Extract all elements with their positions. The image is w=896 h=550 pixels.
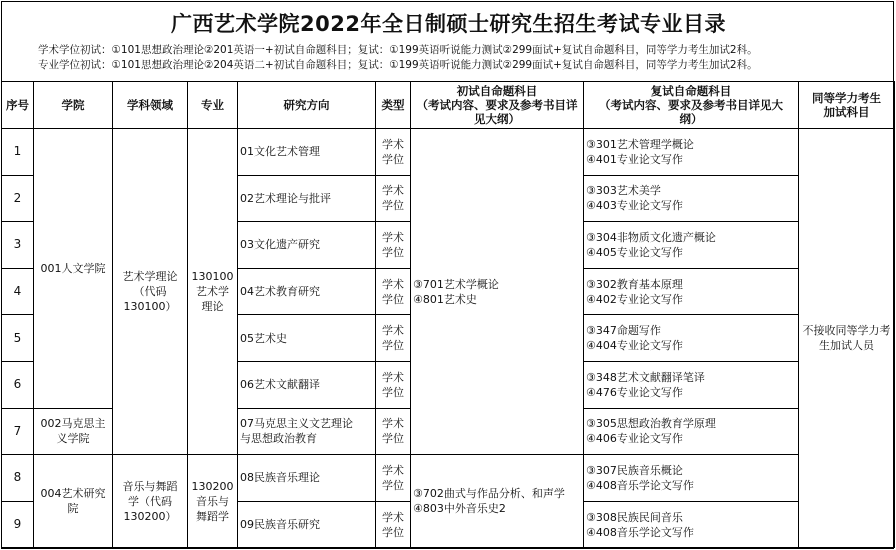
retest-line-2: ④402专业论文写作 [586, 292, 683, 306]
type-line-1: 学术 [382, 510, 404, 524]
header-retest-subjects [584, 82, 799, 129]
header-field: 学科领域 [113, 82, 188, 129]
retest-line-2: ④401专业论文写作 [586, 152, 683, 166]
major-line-2: 艺术学 [196, 285, 229, 299]
type-cell [376, 222, 411, 269]
type-line-2: 学位 [382, 339, 404, 353]
retest-subjects-cell [584, 315, 799, 362]
retest-subjects-cell [584, 408, 799, 455]
header-initial-line-1: 初试自命题科目 [456, 84, 538, 98]
type-cell [376, 408, 411, 455]
college-cell: 001人文学院 [34, 129, 113, 409]
direction-line-2: 与思想政治教育 [240, 432, 317, 446]
row-number: 4 [2, 268, 34, 315]
direction-cell: 02艺术理论与批评 [238, 175, 376, 222]
field-line-2: 学（代码 [128, 494, 172, 508]
type-cell [376, 129, 411, 176]
row-number: 6 [2, 361, 34, 408]
field-cell [113, 455, 188, 548]
page-title: 广西艺术学院2022年全日制硕士研究生招生考试专业目录 [171, 12, 726, 36]
field-cell [113, 129, 188, 455]
header-retest-line-2: （考试内容、要求及参考书目详见大 [599, 98, 783, 112]
header-retest-line-1: 复试自命题科目 [650, 84, 732, 98]
retest-line-1: ③303艺术美学 [586, 184, 661, 198]
retest-subjects-cell [584, 175, 799, 222]
direction-cell: 03文化遗产研究 [238, 222, 376, 269]
field-line-2: （代码 [133, 285, 167, 299]
direction-line-1: 07马克思主义文艺理论 [240, 417, 353, 431]
direction-cell: 09民族音乐研究 [238, 501, 376, 548]
type-line-2: 学位 [382, 292, 404, 306]
initial-subjects-cell [411, 129, 584, 455]
retest-subjects-cell [584, 501, 799, 548]
direction-cell: 05艺术史 [238, 315, 376, 362]
major-line-2: 音乐与 [196, 494, 229, 508]
type-line-1: 学术 [382, 324, 404, 338]
retest-line-1: ③301艺术管理学概论 [586, 137, 694, 151]
type-line-2: 学位 [382, 478, 404, 492]
retest-line-2: ④403专业论文写作 [586, 199, 683, 213]
type-line-2: 学位 [382, 525, 404, 539]
retest-line-2: ④408音乐学论文写作 [586, 525, 694, 539]
type-line-1: 学术 [382, 463, 404, 477]
retest-line-1: ③305思想政治教育学原理 [586, 417, 716, 431]
retest-line-2: ④405专业论文写作 [586, 245, 683, 259]
type-line-1: 学术 [382, 417, 404, 431]
row-number: 8 [2, 455, 34, 502]
header-initial-subjects [411, 82, 584, 129]
major-line-1: 130200 [191, 479, 234, 493]
table-row [2, 129, 895, 176]
table-row [2, 455, 895, 502]
row-number: 5 [2, 315, 34, 362]
college-cell [34, 455, 113, 548]
retest-line-2: ④404专业论文写作 [586, 339, 683, 353]
professional-degree-note: 专业学位初试：①101思想政治理论②204英语二+初试自命题科目；复试：①199英语听说能力测试②299面试+复试自命题科目，同等学力考生加试2科。 [38, 59, 758, 71]
type-cell [376, 175, 411, 222]
initial-subjects-cell [411, 455, 584, 548]
initial-line-2: ④801艺术史 [413, 292, 477, 306]
type-line-1: 学术 [382, 230, 404, 244]
header-direction: 研究方向 [238, 82, 376, 129]
college-line-1: 004艺术研究 [40, 487, 106, 501]
row-number: 1 [2, 129, 34, 176]
major-cell [188, 129, 238, 455]
type-line-2: 学位 [382, 432, 404, 446]
initial-line-2: ④803中外音乐史2 [413, 502, 506, 516]
retest-line-2: ④408音乐学论文写作 [586, 478, 694, 492]
equivalent-subjects-cell: 不接收同等学力考生加试人员 [799, 129, 895, 548]
college-line-1: 002马克思主 [40, 417, 106, 431]
field-line-3: 130100） [123, 300, 177, 314]
direction-cell: 04艺术教育研究 [238, 268, 376, 315]
header-equiv-line-1: 同等学力考生 [812, 91, 881, 105]
type-line-2: 学位 [382, 385, 404, 399]
retest-subjects-cell [584, 455, 799, 502]
row-number: 9 [2, 501, 34, 548]
header-no: 序号 [2, 82, 34, 129]
retest-line-1: ③307民族音乐概论 [586, 463, 683, 477]
header-major: 专业 [188, 82, 238, 129]
row-number: 2 [2, 175, 34, 222]
retest-line-2: ④406专业论文写作 [586, 432, 683, 446]
college-line-2: 义学院 [56, 432, 90, 446]
field-line-1: 音乐与舞蹈 [122, 479, 178, 493]
retest-subjects-cell [584, 268, 799, 315]
header-initial-line-2: （考试内容、要求及参考书目详 [416, 98, 578, 112]
retest-line-2: ④476专业论文写作 [586, 385, 683, 399]
field-line-3: 130200） [123, 509, 177, 523]
type-line-1: 学术 [382, 184, 404, 198]
direction-cell [238, 408, 376, 455]
header-equivalent-subjects [799, 82, 895, 129]
college-cell [34, 408, 113, 455]
major-cell [188, 455, 238, 548]
header-initial-line-3: 见大纲） [474, 112, 520, 126]
type-cell [376, 501, 411, 548]
retest-line-1: ③304非物质文化遗产概论 [586, 230, 716, 244]
program-table [1, 81, 895, 548]
type-line-2: 学位 [382, 245, 404, 259]
retest-line-1: ③302教育基本原理 [586, 277, 683, 291]
college-line-2: 院 [67, 502, 79, 516]
header-retest-line-3: 纲） [679, 112, 703, 126]
retest-line-1: ③308民族民间音乐 [586, 510, 683, 524]
row-number: 7 [2, 408, 34, 455]
type-cell [376, 268, 411, 315]
retest-line-1: ③347命题写作 [586, 324, 661, 338]
academic-degree-note: 学术学位初试：①101思想政治理论②201英语一+初试自命题科目；复试：①199英语听说能力测试②299面试+复试自命题科目，同等学力考生加试2科。 [38, 44, 758, 56]
retest-line-1: ③348艺术文献翻译笔译 [586, 370, 705, 384]
type-cell [376, 455, 411, 502]
header-type: 类型 [376, 82, 411, 129]
direction-cell: 06艺术文献翻译 [238, 361, 376, 408]
type-line-1: 学术 [382, 370, 404, 384]
type-cell [376, 361, 411, 408]
initial-line-1: ③701艺术学概论 [413, 277, 499, 291]
header-equiv-line-2: 加试科目 [823, 105, 870, 119]
type-line-2: 学位 [382, 152, 404, 166]
type-line-1: 学术 [382, 137, 404, 151]
major-line-3: 理论 [201, 300, 224, 314]
type-line-2: 学位 [382, 199, 404, 213]
retest-subjects-cell [584, 129, 799, 176]
direction-cell: 08民族音乐理论 [238, 455, 376, 502]
type-line-1: 学术 [382, 277, 404, 291]
retest-subjects-cell [584, 361, 799, 408]
type-cell [376, 315, 411, 362]
retest-subjects-cell [584, 222, 799, 269]
header-college: 学院 [34, 82, 113, 129]
row-number: 3 [2, 222, 34, 269]
major-line-3: 舞蹈学 [196, 509, 229, 523]
initial-line-1: ③702曲式与作品分析、和声学 [413, 487, 565, 501]
direction-cell: 01文化艺术管理 [238, 129, 376, 176]
field-line-1: 艺术学理论 [122, 270, 178, 284]
header-row [2, 82, 895, 129]
major-line-1: 130100 [191, 270, 234, 284]
